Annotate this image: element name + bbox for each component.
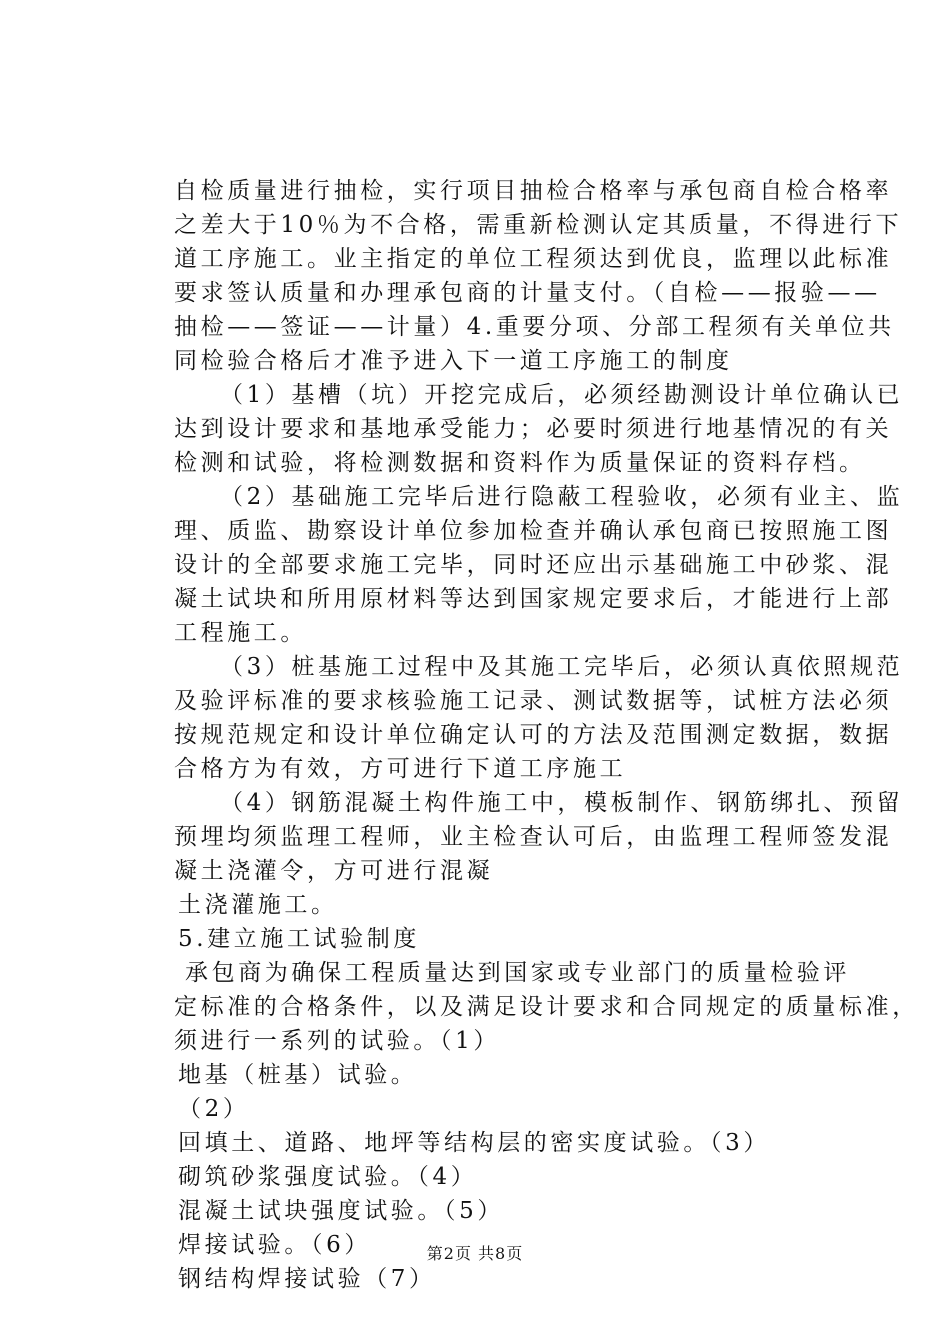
page-footer: 第2页 共8页 — [426, 1244, 524, 1263]
text-line: 土浇灌施工。 — [178, 892, 338, 918]
text-line: 定标准的合格条件，以及满足设计要求和合同规定的质量标准， — [174, 994, 919, 1020]
paragraph-start-line: （1）基槽（坑）开挖完成后，必须经勘测设计单位确认已 — [220, 382, 904, 408]
paragraph-start-line: （2）基础施工完毕后进行隐蔽工程验收，必须有业主、监 — [220, 484, 904, 510]
text-line: 预埋均须监理工程师，业主检查认可后，由监理工程师签发混 — [174, 824, 893, 850]
text-line: 检测和试验，将检测数据和资料作为质量保证的资料存档。 — [174, 450, 866, 476]
list-item: 焊接试验。（6） — [178, 1232, 371, 1258]
paragraph-start-line: （4）钢筋混凝土构件施工中，模板制作、钢筋绑扎、预留 — [220, 790, 904, 816]
text-line: 及验评标准的要求核验施工记录、测试数据等，试桩方法必须 — [174, 688, 893, 714]
list-item: 砌筑砂浆强度试验。（4） — [178, 1164, 478, 1190]
text-line: 凝土浇灌令，方可进行混凝 — [174, 858, 494, 884]
text-line: 凝土试块和所用原材料等达到国家规定要求后，才能进行上部 — [174, 586, 893, 612]
text-line: 同检验合格后才准予进入下一道工序施工的制度 — [174, 348, 733, 374]
text-line: 之差大于10％为不合格，需重新检测认定其质量，不得进行下 — [174, 212, 903, 238]
paragraph-start-line: 承包商为确保工程质量达到国家或专业部门的质量检验评 — [185, 960, 850, 986]
text-line: 合格方为有效，方可进行下道工序施工 — [174, 756, 627, 782]
list-item: 混凝土试块强度试验。（5） — [178, 1198, 504, 1224]
list-item: 回填土、道路、地坪等结构层的密实度试验。（3） — [178, 1130, 770, 1156]
text-line: 工程施工。 — [174, 620, 307, 646]
list-item: （2） — [178, 1096, 250, 1122]
text-line: 理、质监、勘察设计单位参加检查并确认承包商已按照施工图 — [174, 518, 893, 544]
text-line: 自检质量进行抽检，实行项目抽检合格率与承包商自检合格率 — [174, 178, 893, 204]
paragraph-start-line: （3）桩基施工过程中及其施工完毕后，必须认真依照规范 — [220, 654, 904, 680]
text-line: 道工序施工。业主指定的单位工程须达到优良，监理以此标准 — [174, 246, 893, 272]
list-item: 钢结构焊接试验（7） — [178, 1266, 436, 1292]
text-line: 要求签认质量和办理承包商的计量支付。（自检——报验—— — [174, 280, 881, 306]
text-line: 抽检——签证——计量）4.重要分项、分部工程须有关单位共 — [174, 314, 895, 340]
section-heading: 5.建立施工试验制度 — [178, 926, 420, 952]
text-line: 须进行一系列的试验。（1） — [174, 1028, 500, 1054]
list-item: 地基（桩基）试验。 — [178, 1062, 418, 1088]
text-line: 达到设计要求和基地承受能力；必要时须进行地基情况的有关 — [174, 416, 893, 442]
text-line: 按规范规定和设计单位确定认可的方法及范围测定数据，数据 — [174, 722, 893, 748]
text-line: 设计的全部要求施工完毕，同时还应出示基础施工中砂浆、混 — [174, 552, 893, 578]
